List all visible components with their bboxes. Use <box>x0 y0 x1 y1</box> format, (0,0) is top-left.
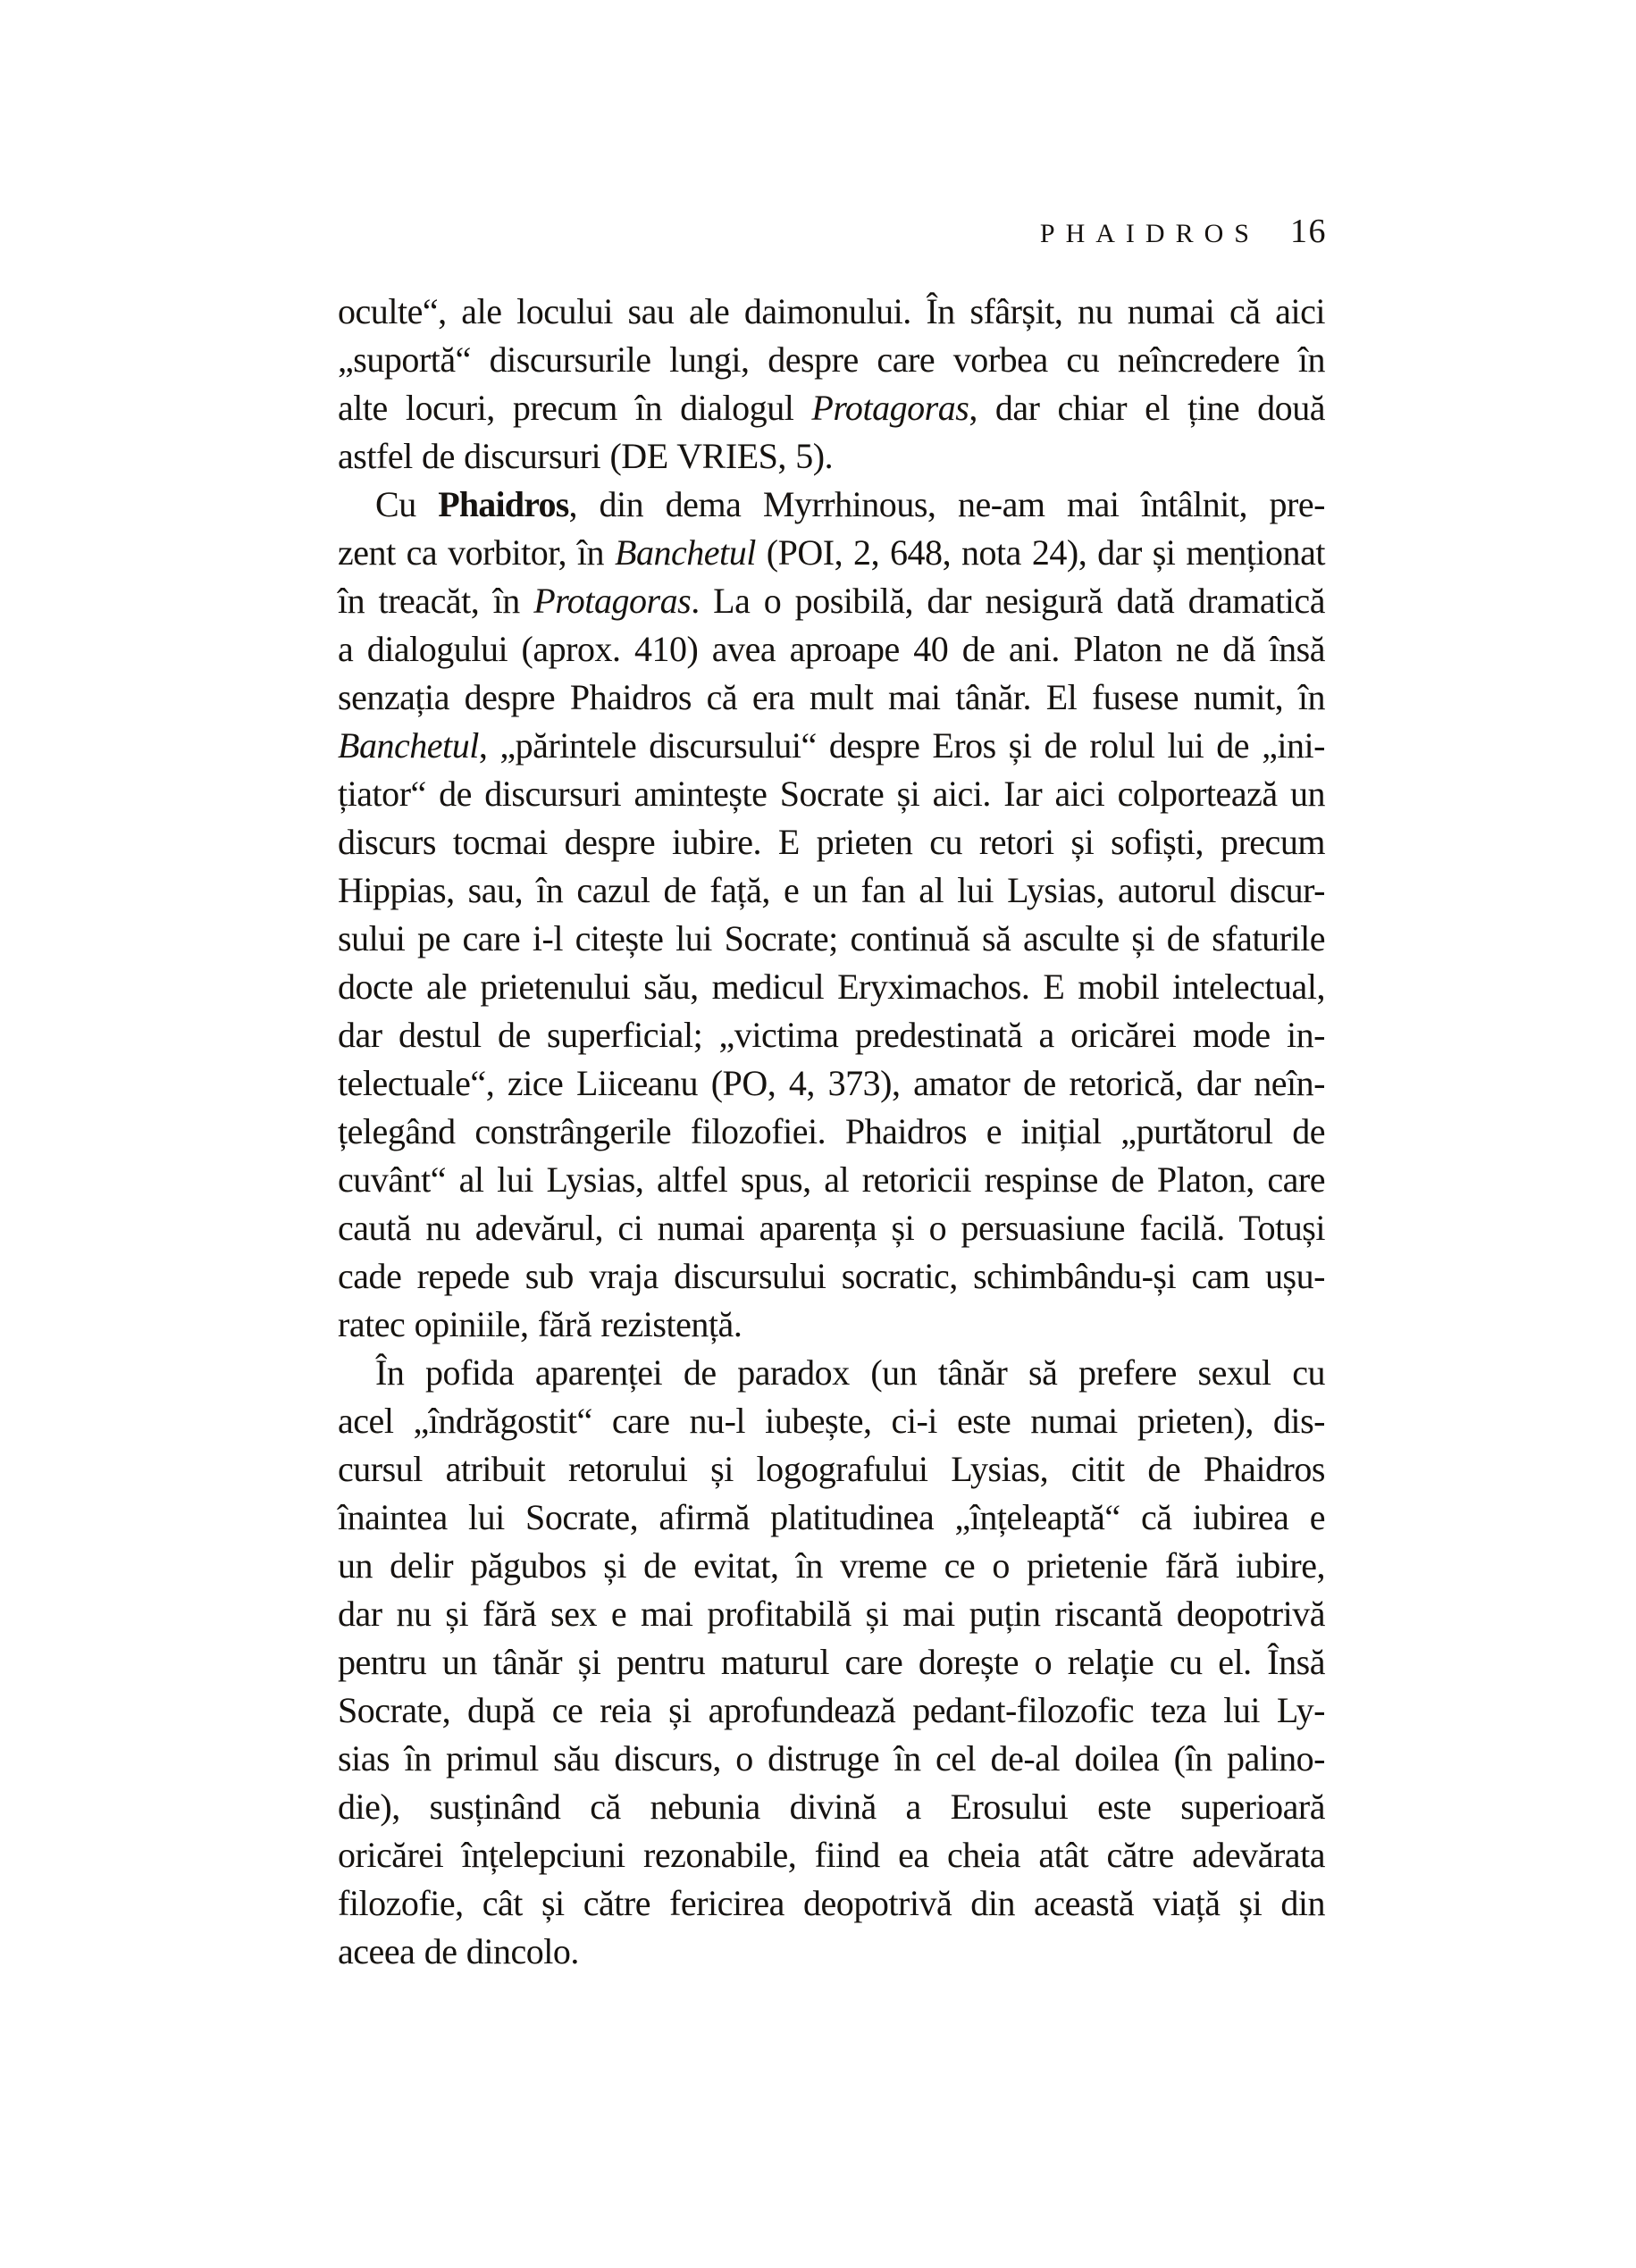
text-run: sias în primul său discurs, o distruge în cel de-al doilea (în palino- <box>338 1738 1325 1778</box>
text-run: țelegând constrângerile filozofiei. Phaidros e inițial „purtătorul de <box>338 1111 1325 1151</box>
text-run: „suportă“ discursurile lungi, despre care vorbea cu neîncredere în <box>338 339 1325 380</box>
text-line <box>338 963 1325 1011</box>
page-number: 16 <box>1289 213 1327 250</box>
text-line <box>338 336 1325 384</box>
text-run: caută nu adevărul, ci numai aparența și o persuasiune facilă. Totuși <box>338 1208 1325 1248</box>
text-run: Cu <box>375 484 439 524</box>
text-run: telectuale“, zice Liiceanu (PO, 4, 373), amator de retorică, dar neîn- <box>338 1063 1325 1103</box>
text-run: În pofida aparenței de paradox (un tânăr să prefere sexul cu <box>375 1352 1325 1393</box>
text-run: Hippias, sau, în cazul de față, e un fan al lui Lysias, autorul discur- <box>338 870 1325 910</box>
text-block <box>338 288 1325 1976</box>
text-run: oricărei înțelepciuni rezonabile, fiind ea cheia atât către adevărata <box>338 1835 1325 1875</box>
text-run: (POI, 2, 648, nota 24), dar și menționat <box>755 532 1325 573</box>
text-run: , dar chiar el ține două <box>969 388 1325 428</box>
text-run: die), susținând că nebunia divină a Erosului este superioară <box>338 1787 1325 1827</box>
text-line <box>338 1879 1325 1928</box>
text-line <box>338 1928 1325 1976</box>
text-run-bold: Phaidros <box>438 484 569 524</box>
text-line <box>338 1638 1325 1686</box>
text-line <box>338 866 1325 915</box>
text-line <box>338 1397 1325 1445</box>
text-run: filozofie, cât și către fericirea deopotrivă din această viață și din <box>338 1883 1325 1923</box>
text-run: a dialogului (aprox. 410) avea aproape 40 de ani. Platon ne dă însă <box>338 629 1325 669</box>
text-run: senzația despre Phaidros că era mult mai tânăr. El fusese numit, în <box>338 677 1325 717</box>
text-line <box>338 1301 1325 1349</box>
text-line <box>338 770 1325 818</box>
text-run-italic: Protagoras <box>811 388 969 428</box>
text-line <box>338 1686 1325 1735</box>
text-run: acel „îndrăgostit“ care nu-l iubește, ci-i este numai prieten), dis- <box>338 1401 1325 1441</box>
text-run: cursul atribuit retorului și logografului Lysias, citit de Phaidros <box>338 1449 1325 1489</box>
text-run: cuvânt“ al lui Lysias, altfel spus, al retoricii respinse de Platon, care <box>338 1159 1325 1200</box>
text-line <box>338 1590 1325 1638</box>
text-run: țiator“ de discursuri amintește Socrate și aici. Iar aici colportează un <box>338 774 1325 814</box>
text-run: , „părintele discursului“ despre Eros și de rolul lui de „ini- <box>478 725 1325 766</box>
running-header <box>1040 212 1327 251</box>
text-line <box>338 674 1325 722</box>
text-line <box>338 384 1325 432</box>
text-run: ratec opiniile, fără rezistență. <box>338 1304 742 1344</box>
text-line <box>338 1108 1325 1156</box>
text-run: astfel de discursuri (DE VRIES, 5). <box>338 436 834 476</box>
text-line <box>338 288 1325 336</box>
text-line <box>338 1831 1325 1879</box>
text-run-italic: Protagoras <box>533 581 692 621</box>
text-run: Socrate, după ce reia și aprofundează pedant-filozofic teza lui Ly- <box>338 1690 1325 1730</box>
text-run: oculte“, ale locului sau ale daimonului. În sfârșit, nu numai că aici <box>338 291 1325 331</box>
text-line <box>338 1204 1325 1252</box>
text-run: discurs tocmai despre iubire. E prieten cu retori și sofiști, precum <box>338 822 1325 862</box>
text-run: zent ca vorbitor, în <box>338 532 615 573</box>
text-run: . La o posibilă, dar nesigură dată dramatică <box>691 581 1325 621</box>
text-line <box>338 577 1325 625</box>
text-line <box>338 1059 1325 1108</box>
text-run: pentru un tânăr și pentru maturul care dorește o relație cu el. Însă <box>338 1642 1325 1682</box>
text-run: , din dema Myrrhinous, ne-am mai întâlnit, pre- <box>568 484 1325 524</box>
text-run: aceea de dincolo. <box>338 1931 579 1971</box>
text-line <box>338 481 1325 529</box>
text-line <box>338 915 1325 963</box>
text-line <box>338 722 1325 770</box>
text-run: alte locuri, precum în dialogul <box>338 388 812 428</box>
text-line <box>338 1349 1325 1397</box>
text-run: dar destul de superficial; „victima predestinată a oricărei mode in- <box>338 1015 1325 1055</box>
text-run: sului pe care i-l citește lui Socrate; continuă să asculte și de sfaturile <box>338 918 1325 958</box>
text-line <box>338 1783 1325 1831</box>
text-run: cade repede sub vraja discursului socratic, schimbându-și cam ușu- <box>338 1256 1325 1296</box>
text-line <box>338 1494 1325 1542</box>
running-header-title: PHAIDROS <box>1039 219 1260 248</box>
text-line <box>338 1156 1325 1204</box>
text-run: în treacăt, în <box>338 581 534 621</box>
text-line <box>338 432 1325 481</box>
text-line <box>338 1252 1325 1301</box>
text-line <box>338 1735 1325 1783</box>
text-run: înaintea lui Socrate, afirmă platitudinea „înțeleaptă“ că iubirea e <box>338 1497 1325 1537</box>
text-run: dar nu și fără sex e mai profitabilă și mai puțin riscantă deopotrivă <box>338 1594 1325 1634</box>
text-run: docte ale prietenului său, medicul Eryximachos. E mobil intelectual, <box>338 967 1325 1007</box>
text-line <box>338 1445 1325 1494</box>
text-run-italic: Banchetul <box>615 532 756 573</box>
text-run: un delir păgubos și de evitat, în vreme ce o prietenie fără iubire, <box>338 1545 1325 1586</box>
text-line <box>338 529 1325 577</box>
text-run-italic: Banchetul <box>338 725 479 766</box>
text-line <box>338 1542 1325 1590</box>
text-line <box>338 818 1325 866</box>
text-line <box>338 1011 1325 1059</box>
text-line <box>338 625 1325 674</box>
